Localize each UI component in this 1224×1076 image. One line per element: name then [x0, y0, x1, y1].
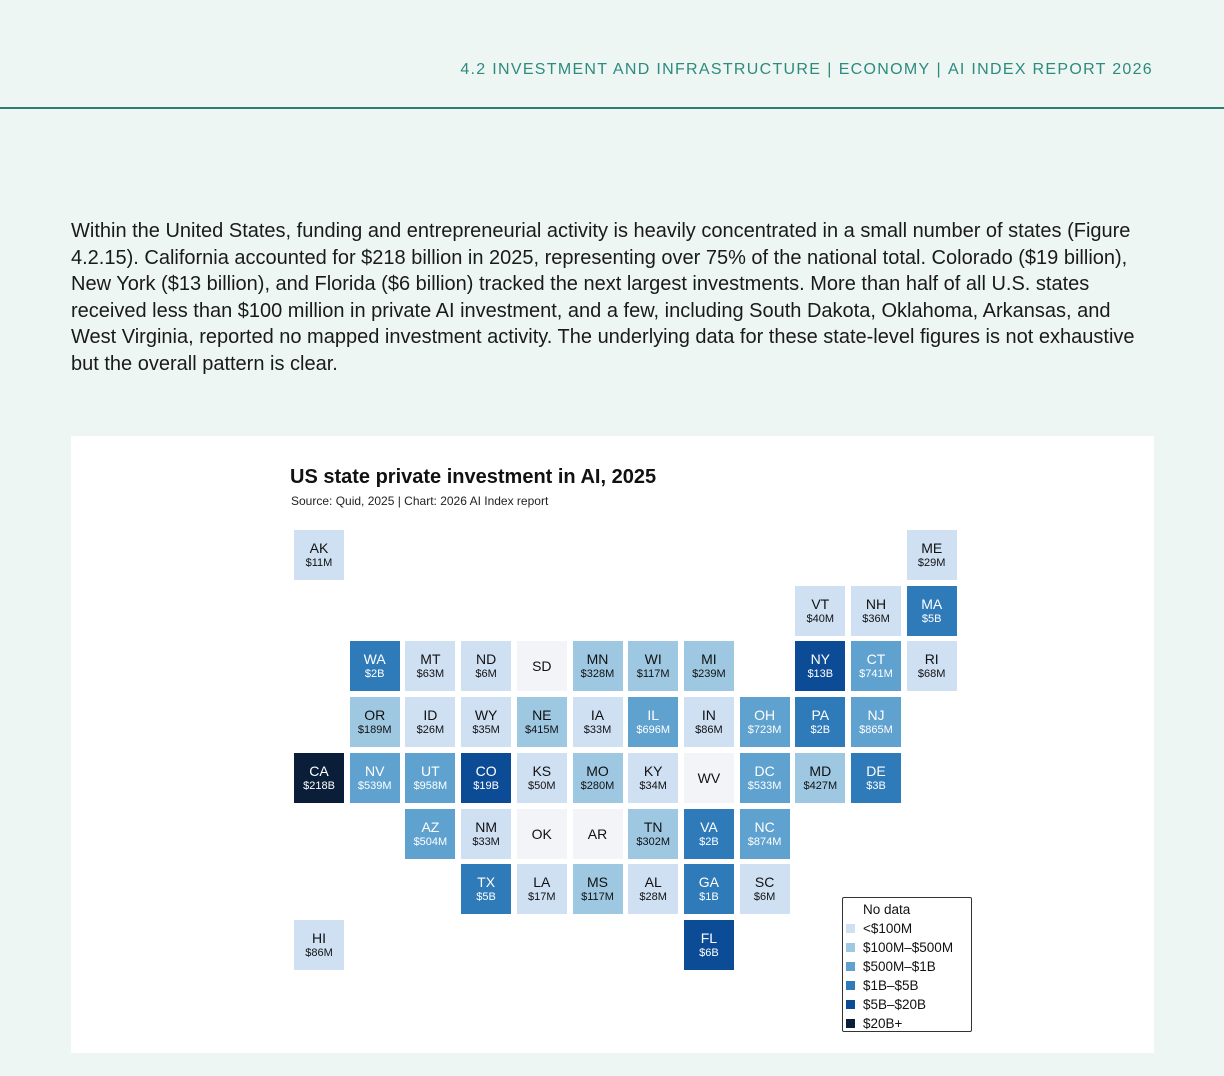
chart-title: US state private investment in AI, 2025: [290, 466, 657, 488]
state-tile-mi: [684, 641, 734, 691]
state-value: $35M: [472, 724, 500, 737]
state-value: $415M: [524, 724, 559, 737]
legend-entry: [846, 957, 971, 976]
state-abbr: NH: [865, 595, 887, 612]
state-value: $36M: [862, 612, 890, 625]
state-value: $29M: [917, 557, 946, 569]
state-tile-vt: [795, 586, 845, 636]
state-tile-ct: [851, 641, 901, 691]
legend-swatch: [846, 943, 855, 952]
state-value: $302M: [636, 835, 670, 848]
state-tile-al: [628, 864, 678, 914]
legend-label: $20B+: [863, 1016, 903, 1031]
state-tile-ne: [517, 697, 567, 747]
state-abbr: AL: [644, 874, 662, 891]
state-tile-ks: [517, 753, 567, 803]
state-abbr: ME: [921, 540, 943, 556]
state-abbr: DE: [866, 762, 886, 779]
state-abbr: KS: [532, 762, 552, 779]
legend-entry: [846, 976, 971, 995]
state-tile-sd: [517, 641, 567, 691]
state-abbr: NE: [532, 707, 552, 724]
state-abbr: IN: [701, 707, 716, 724]
legend-label: No data: [863, 902, 911, 917]
state-abbr: SD: [532, 658, 552, 675]
legend-label: <$100M: [863, 921, 913, 936]
state-value: $63M: [416, 668, 445, 681]
state-value: $696M: [636, 724, 670, 737]
state-abbr: HI: [312, 929, 326, 946]
state-tile-tx: [461, 864, 511, 914]
state-value: $6M: [753, 891, 776, 904]
state-abbr: NY: [810, 651, 831, 668]
state-tile-la: [517, 864, 567, 914]
state-abbr: MN: [586, 651, 609, 668]
state-value: $427M: [803, 779, 838, 792]
state-value: $2B: [810, 724, 831, 737]
state-tile-or: [350, 697, 400, 747]
header-section: 4.2 INVESTMENT AND INFRASTRUCTURE: [460, 61, 822, 78]
state-abbr: CT: [866, 651, 886, 668]
legend-swatch: [846, 1019, 855, 1028]
state-value: $533M: [747, 779, 782, 792]
state-tile-wy: [461, 697, 511, 747]
state-value: $117M: [636, 668, 670, 681]
state-tile-in: [684, 697, 734, 747]
state-abbr: WY: [474, 707, 498, 724]
state-tile-ar: [573, 809, 623, 859]
chart-legend: [842, 897, 972, 1032]
state-tile-nc: [740, 809, 790, 859]
state-abbr: MO: [586, 762, 609, 779]
state-tile-wa: [350, 641, 400, 691]
state-tile-sc: [740, 864, 790, 914]
state-value: $34M: [639, 779, 667, 792]
state-value: $5B: [921, 612, 942, 625]
state-abbr: FL: [700, 929, 718, 946]
state-tile-ca: [294, 753, 344, 803]
legend-swatch: [846, 1000, 855, 1009]
state-value: $723M: [747, 724, 782, 737]
state-abbr: GA: [698, 874, 719, 891]
state-value: $26M: [416, 724, 445, 737]
state-abbr: KY: [643, 762, 663, 779]
state-tile-ky: [628, 753, 678, 803]
legend-entry: [846, 919, 971, 938]
state-tile-pa: [795, 697, 845, 747]
state-abbr: SC: [754, 874, 775, 891]
state-tile-nv: [350, 753, 400, 803]
state-value: $6B: [699, 946, 719, 959]
state-value: $13B: [807, 668, 834, 681]
state-tile-de: [851, 753, 901, 803]
page-header: [0, 0, 1224, 109]
header-separator: |: [827, 61, 833, 78]
state-value: $40M: [806, 612, 835, 625]
state-tile-hi: [294, 920, 344, 970]
state-abbr: IL: [647, 707, 660, 724]
state-value: $741M: [859, 668, 893, 681]
state-tile-nh: [851, 586, 901, 636]
state-value: $86M: [305, 946, 333, 959]
state-tile-nm: [461, 809, 511, 859]
legend-label: $1B–$5B: [863, 978, 919, 993]
state-abbr: WA: [363, 651, 386, 668]
state-abbr: TN: [643, 818, 663, 835]
state-tile-me: [907, 530, 957, 580]
state-abbr: PA: [811, 707, 830, 724]
state-tile-md: [795, 753, 845, 803]
state-value: $28M: [639, 891, 667, 904]
state-tile-ny: [795, 641, 845, 691]
legend-swatch: [846, 962, 855, 971]
state-tile-il: [628, 697, 678, 747]
state-abbr: RI: [924, 651, 939, 668]
state-value: $874M: [747, 835, 782, 848]
state-tile-fl: [684, 920, 734, 970]
state-abbr: MT: [420, 651, 441, 668]
state-tile-wv: [684, 753, 734, 803]
state-abbr: CO: [475, 762, 497, 779]
legend-entry: [846, 900, 971, 919]
state-abbr: MI: [701, 651, 717, 668]
state-tile-ak: [294, 530, 344, 580]
legend-swatch: [846, 905, 855, 914]
state-abbr: NC: [754, 818, 775, 835]
legend-entry: [846, 995, 971, 1014]
state-abbr: MS: [587, 874, 608, 891]
state-tile-wi: [628, 641, 678, 691]
state-value: $86M: [695, 724, 723, 737]
state-tile-mo: [573, 753, 623, 803]
state-value: $2B: [364, 668, 385, 681]
state-abbr: MA: [921, 595, 943, 612]
state-abbr: DC: [754, 762, 775, 779]
state-tile-ok: [517, 809, 567, 859]
state-tile-ms: [573, 864, 623, 914]
legend-swatch: [846, 981, 855, 990]
state-abbr: OK: [531, 825, 552, 842]
state-abbr: AR: [587, 825, 608, 842]
state-abbr: NJ: [867, 707, 885, 724]
state-value: $189M: [357, 724, 392, 737]
state-tile-dc: [740, 753, 790, 803]
state-value: $539M: [357, 779, 392, 792]
state-abbr: AZ: [421, 818, 440, 835]
legend-entry: [846, 1014, 971, 1033]
state-tile-ri: [907, 641, 957, 691]
state-abbr: IA: [590, 707, 605, 724]
state-abbr: NV: [364, 762, 385, 779]
state-abbr: OH: [754, 707, 776, 724]
chart-source: Source: Quid, 2025 | Chart: 2026 AI Index report: [291, 494, 549, 508]
state-tile-ia: [573, 697, 623, 747]
state-tile-nd: [461, 641, 511, 691]
state-abbr: TX: [477, 874, 496, 891]
state-value: $218B: [303, 779, 335, 792]
state-value: $68M: [917, 668, 946, 681]
state-abbr: MD: [809, 762, 832, 779]
state-value: $328M: [580, 668, 615, 681]
state-value: $6M: [475, 668, 497, 681]
state-abbr: WV: [697, 769, 721, 786]
state-tile-ga: [684, 864, 734, 914]
state-abbr: AK: [309, 540, 329, 556]
state-abbr: OR: [364, 707, 386, 724]
chart-panel: [71, 436, 1154, 1053]
state-tile-va: [684, 809, 734, 859]
state-abbr: UT: [421, 762, 440, 779]
state-tile-tn: [628, 809, 678, 859]
state-value: $50M: [528, 779, 556, 792]
state-tile-mn: [573, 641, 623, 691]
state-tile-ma: [907, 586, 957, 636]
state-value: $17M: [528, 891, 556, 904]
legend-label: $100M–$500M: [863, 940, 954, 955]
state-value: $33M: [472, 835, 500, 848]
state-value: $117M: [581, 891, 614, 904]
state-abbr: CA: [309, 762, 329, 779]
header-chapter: ECONOMY: [838, 61, 931, 78]
legend-label: $500M–$1B: [863, 959, 936, 974]
state-abbr: VA: [700, 818, 718, 835]
state-abbr: ID: [423, 707, 438, 724]
state-tile-ut: [405, 753, 455, 803]
state-tile-mt: [405, 641, 455, 691]
state-abbr: WI: [644, 651, 662, 668]
running-header: [460, 61, 1153, 79]
state-value: $958M: [413, 779, 448, 792]
state-tile-az: [405, 809, 455, 859]
state-value: $2B: [699, 835, 719, 848]
intro-paragraph: Within the United States, funding and entrepreneurial activity is heavily concentrated in a small number of states (Figure 4.2.15). California accounted for $218 billion in 2025, representing over 75% of the national total. Colorado ($19 billion), New York ($13 billion), and Florida ($6 billion) tracked the next largest investments. More than half of all U.S. states received less than $100 million in private AI investment, and a few, including South Dakota, Oklahoma, Arkansas, and West Virginia, reported no mapped investment activity. The underlying data for these state-level figures is not exhaustive but the overall pattern is clear.: [71, 220, 1135, 375]
state-abbr: NM: [475, 818, 497, 835]
legend-label: $5B–$20B: [863, 997, 927, 1012]
state-value: $280M: [580, 779, 615, 792]
state-abbr: VT: [811, 595, 830, 612]
header-report: AI INDEX REPORT 2026: [947, 61, 1153, 78]
state-value: $5B: [476, 891, 496, 904]
legend-swatch: [846, 924, 855, 933]
state-abbr: ND: [475, 651, 497, 668]
state-abbr: LA: [533, 874, 551, 891]
state-value: $865M: [859, 724, 893, 737]
state-tile-nj: [851, 697, 901, 747]
state-tile-oh: [740, 697, 790, 747]
state-value: $3B: [866, 779, 886, 792]
state-value: $19B: [473, 779, 499, 792]
header-separator: |: [936, 61, 942, 78]
state-tile-id: [405, 697, 455, 747]
state-value: $1B: [699, 891, 719, 904]
state-tile-co: [461, 753, 511, 803]
state-value: $33M: [583, 724, 612, 737]
state-value: $504M: [413, 835, 448, 848]
state-value: $239M: [692, 668, 726, 681]
legend-entry: [846, 938, 971, 957]
state-value: $11M: [305, 557, 333, 569]
